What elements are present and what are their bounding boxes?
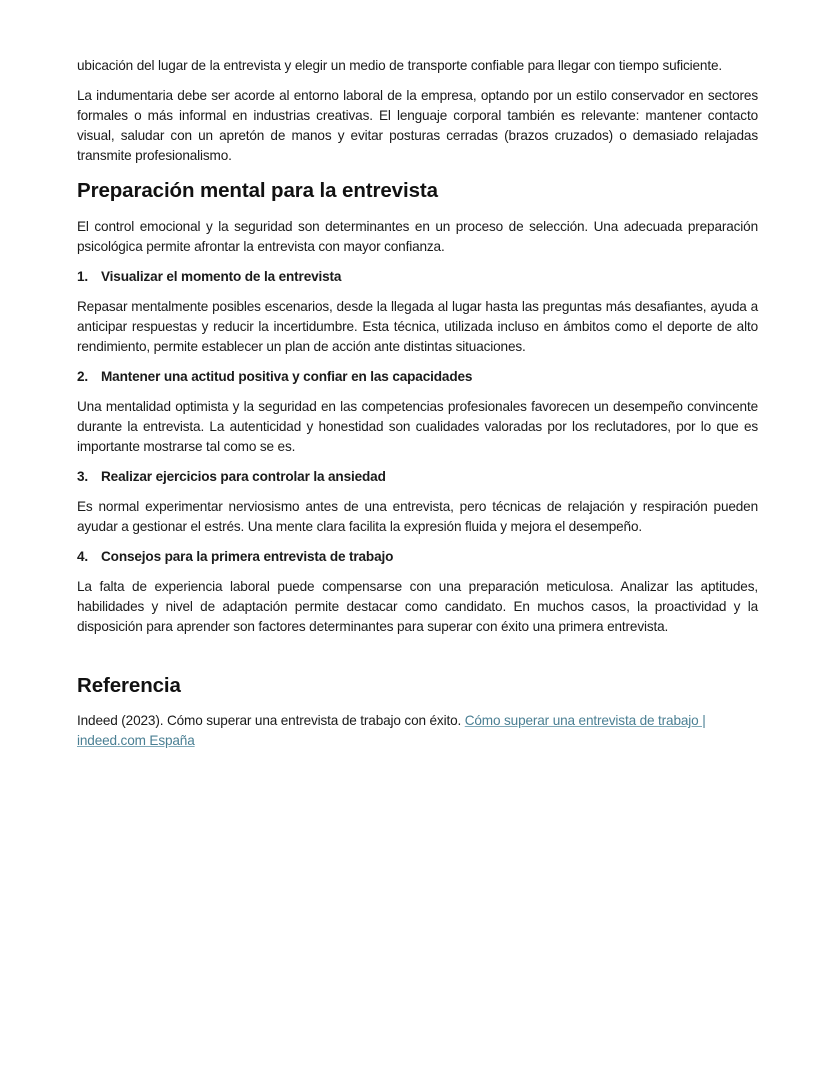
list-item-heading-2 [77, 367, 758, 387]
citation-text: Indeed (2023). Cómo superar una entrevista de trabajo con éxito. [77, 713, 465, 728]
list-heading-text: Visualizar el momento de la entrevista [101, 269, 342, 284]
list-item-heading-1 [77, 267, 758, 287]
list-item-text-4: La falta de experiencia laboral puede compensarse con una preparación meticulosa. Analizar las aptitudes, habilidades y nivel de adaptación permite destacar como candidato. En muchos casos, la proactividad y la disposición para aprender son factores determinantes para superar con éxito una primera entrevista. [77, 579, 758, 634]
list-heading-text: Consejos para la primera entrevista de trabajo [101, 549, 394, 564]
list-number: 4. [77, 549, 89, 564]
list-number: 3. [77, 469, 89, 484]
list-heading-text: Realizar ejercicios para controlar la ansiedad [101, 469, 386, 484]
intro-paragraph-2: La indumentaria debe ser acorde al entorno laboral de la empresa, optando por un estilo conservador en sectores formales o más informal en industrias creativas. El lenguaje corporal también es relevante: mantener contacto visual, saludar con un apretón de manos y evitar posturas cerradas (brazos cruzados) o demasiado relajadas transmite profesionalismo. [77, 88, 758, 163]
list-item-text-1: Repasar mentalmente posibles escenarios, desde la llegada al lugar hasta las preguntas más desafiantes, ayuda a anticipar respuestas y reducir la incertidumbre. Esta técnica, utilizada incluso en ámbitos como el deporte de alto rendimiento, permite establecer un plan de acción ante distintas situaciones. [77, 299, 758, 354]
section-intro: El control emocional y la seguridad son determinantes en un proceso de selección. Una adecuada preparación psicológica permite afrontar la entrevista con mayor confianza. [77, 219, 758, 254]
list-heading-text: Mantener una actitud positiva y confiar en las capacidades [101, 369, 473, 384]
list-item-text-3: Es normal experimentar nerviosismo antes de una entrevista, pero técnicas de relajación y respiración pueden ayudar a gestionar el estrés. Una mente clara facilita la expresión fluida y mejora el desempeño. [77, 499, 758, 534]
reference-link[interactable]: Cómo superar una entrevista de trabajo | indeed.com España [77, 713, 706, 748]
section-title: Preparación mental para la entrevista [77, 179, 438, 202]
list-item-heading-4 [77, 547, 758, 567]
list-item-text-2: Una mentalidad optimista y la seguridad en las competencias profesionales favorecen un desempeño convincente durante la entrevista. La autenticidad y honestidad son cualidades valoradas por los reclutadores, por lo que es importante mostrarse tal como se es. [77, 399, 758, 454]
reference-title: Referencia [77, 674, 181, 697]
reference-citation [77, 711, 758, 751]
list-item-heading-3 [77, 467, 758, 487]
intro-paragraph-1: ubicación del lugar de la entrevista y elegir un medio de transporte confiable para llegar con tiempo suficiente. [77, 58, 723, 73]
list-number: 2. [77, 369, 89, 384]
document-page [77, 56, 758, 751]
list-number: 1. [77, 269, 89, 284]
